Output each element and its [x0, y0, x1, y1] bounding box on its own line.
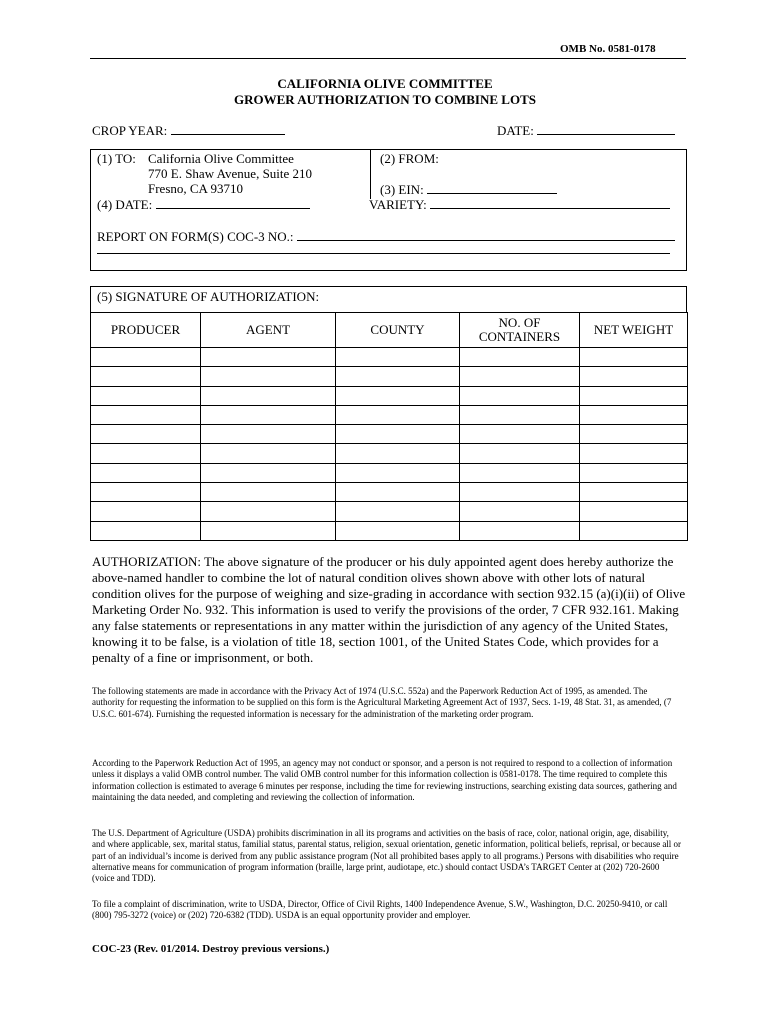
- to-label: (1) TO:: [97, 151, 136, 166]
- form-title-line2: GROWER AUTHORIZATION TO COMBINE LOTS: [234, 92, 536, 107]
- variety-label: VARIETY:: [369, 197, 427, 212]
- paperwork-notice: According to the Paperwork Reduction Act of 1995, an agency may not conduct or sponsor, and a person is not required to respond to a collection of information unless it displays a valid OMB control number. The valid OMB control number for this information collection is 0581-0178. The time required to complete this information collection is estimated to average 6 minutes per response, including the time for reviewing instructions, searching existing data sources, gathering and maintaining the data needed, and completing and reviewing the collection of information.: [92, 758, 677, 802]
- cell-containers[interactable]: [460, 405, 580, 424]
- table-header-row: [91, 313, 688, 348]
- cell-county[interactable]: [336, 405, 460, 424]
- date-label: DATE:: [497, 123, 534, 138]
- cell-producer[interactable]: [91, 521, 201, 540]
- cell-county[interactable]: [336, 502, 460, 521]
- crop-year-label: CROP YEAR:: [92, 123, 168, 138]
- cell-net-weight[interactable]: [580, 502, 688, 521]
- cell-net-weight[interactable]: [580, 386, 688, 405]
- crop-year-field: [92, 122, 285, 139]
- cell-producer[interactable]: [91, 348, 201, 367]
- table-row: [91, 405, 688, 424]
- cell-agent[interactable]: [201, 463, 336, 482]
- to-line1: California Olive Committee: [148, 151, 294, 166]
- report-field: [97, 228, 675, 245]
- date4-label: (4) DATE:: [97, 197, 153, 212]
- signature-table: [90, 312, 688, 541]
- date-field: [497, 122, 675, 139]
- cell-containers[interactable]: [460, 348, 580, 367]
- cell-containers[interactable]: [460, 483, 580, 502]
- form-footer: COC-23 (Rev. 01/2014. Destroy previous versions.): [92, 943, 330, 955]
- col-agent: AGENT: [201, 313, 336, 348]
- cell-county[interactable]: [336, 348, 460, 367]
- to-line3: Fresno, CA 93710: [148, 181, 243, 196]
- cell-producer[interactable]: [91, 386, 201, 405]
- authorization-text: AUTHORIZATION: The above signature of the producer or his duly appointed agent does hereby authorize the above-named handler to combine the lot of natural condition olives shown above with other lots of natural condition olives for the purpose of weighing and size-grading in accordance with section 932.15 (a)(i)(ii) of Olive Marketing Order No. 932. This information is used to verify the provisions of the order, 7 CFR 932.161. Making any false statements or representations in any matter within the jurisdiction of any agency of the United States, knowing it to be false, is a violation of title 18, section 1001, of the United States Code, which provides for a penalty of a fine or imprisonment, or both.: [92, 554, 686, 665]
- omb-number: OMB No. 0581-0178: [560, 43, 656, 55]
- cell-containers[interactable]: [460, 463, 580, 482]
- date4-input[interactable]: [156, 196, 310, 209]
- table-row: [91, 483, 688, 502]
- cell-containers[interactable]: [460, 444, 580, 463]
- table-row: [91, 425, 688, 444]
- col-containers: CONTAINERS: [478, 329, 561, 344]
- cell-containers[interactable]: [460, 521, 580, 540]
- cell-county[interactable]: [336, 367, 460, 386]
- cell-county[interactable]: [336, 386, 460, 405]
- cell-agent[interactable]: [201, 444, 336, 463]
- col-net-weight: NET WEIGHT: [580, 313, 688, 348]
- table-row: [91, 348, 688, 367]
- report-input[interactable]: [297, 228, 675, 241]
- address-divider: [370, 149, 371, 199]
- cell-county[interactable]: [336, 483, 460, 502]
- privacy-notice: The following statements are made in accordance with the Privacy Act of 1974 (U.S.C. 552a) and the Paperwork Reduction Act of 1995, as amended. The authority for requesting the information to be supplied on this form is the Agricultural Marketing Agreement Act of 1937, Secs. 1-19, 48 Stat. 31, as amended, (7 U.S.C. 601-674). Furnishing the requested information is necessary for the administration of the marketing order program.: [92, 686, 672, 719]
- header-rule: [90, 58, 686, 59]
- variety-field: [369, 196, 670, 213]
- cell-net-weight[interactable]: [580, 463, 688, 482]
- complaint-notice: To file a complaint of discrimination, write to USDA, Director, Office of Civil Rights, 1400 Independence Avenue, S.W., Washington, D.C. 20250-9410, or call (800) 795-3272 (voice) or (202) 720-6382 (TDD). USDA is an equal opportunity provider and employer.: [92, 899, 668, 921]
- cell-agent[interactable]: [201, 386, 336, 405]
- signature-label: (5) SIGNATURE OF AUTHORIZATION:: [97, 289, 320, 304]
- table-row: [91, 444, 688, 463]
- cell-net-weight[interactable]: [580, 425, 688, 444]
- cell-producer[interactable]: [91, 483, 201, 502]
- cell-producer[interactable]: [91, 405, 201, 424]
- table-row: [91, 521, 688, 540]
- col-producer: PRODUCER: [91, 313, 201, 348]
- ein-input[interactable]: [427, 181, 557, 194]
- cell-producer[interactable]: [91, 502, 201, 521]
- col-no-of-containers: [460, 313, 580, 348]
- cell-county[interactable]: [336, 521, 460, 540]
- cell-producer[interactable]: [91, 425, 201, 444]
- cell-containers[interactable]: [460, 502, 580, 521]
- cell-county[interactable]: [336, 463, 460, 482]
- cell-net-weight[interactable]: [580, 521, 688, 540]
- variety-input[interactable]: [430, 196, 670, 209]
- cell-agent[interactable]: [201, 425, 336, 444]
- cell-agent[interactable]: [201, 502, 336, 521]
- report-input-line2[interactable]: [97, 253, 670, 254]
- crop-year-input[interactable]: [171, 122, 285, 135]
- from-label: (2) FROM:: [380, 151, 439, 166]
- date4-field: [97, 196, 310, 213]
- table-row: [91, 463, 688, 482]
- cell-agent[interactable]: [201, 405, 336, 424]
- cell-net-weight[interactable]: [580, 405, 688, 424]
- cell-agent[interactable]: [201, 367, 336, 386]
- cell-net-weight[interactable]: [580, 483, 688, 502]
- col-county: COUNTY: [336, 313, 460, 348]
- ein-label: (3) EIN:: [380, 182, 424, 197]
- table-row: [91, 367, 688, 386]
- cell-county[interactable]: [336, 425, 460, 444]
- cell-producer[interactable]: [91, 367, 201, 386]
- cell-containers[interactable]: [460, 386, 580, 405]
- cell-net-weight[interactable]: [580, 444, 688, 463]
- cell-agent[interactable]: [201, 521, 336, 540]
- cell-agent[interactable]: [201, 348, 336, 367]
- table-row: [91, 386, 688, 405]
- cell-net-weight[interactable]: [580, 367, 688, 386]
- report-label: REPORT ON FORM(S) COC-3 NO.:: [97, 229, 294, 244]
- cell-agent[interactable]: [201, 483, 336, 502]
- cell-county[interactable]: [336, 444, 460, 463]
- to-line2: 770 E. Shaw Avenue, Suite 210: [148, 166, 313, 181]
- table-row: [91, 502, 688, 521]
- cell-containers[interactable]: [460, 425, 580, 444]
- cell-producer[interactable]: [91, 463, 201, 482]
- cell-net-weight[interactable]: [580, 348, 688, 367]
- col-no-of: NO. OF: [498, 315, 541, 330]
- cell-producer[interactable]: [91, 444, 201, 463]
- form-title-line1: CALIFORNIA OLIVE COMMITTEE: [277, 76, 493, 91]
- usda-notice: The U.S. Department of Agriculture (USDA) prohibits discrimination in all its programs and activities on the basis of race, color, national origin, age, disability, and where applicable, sex, marital status, familial status, parental status, religion, sexual orientation, genetic information, political beliefs, reprisal, or because all or part of an individual’s income is derived from any public assistance program (Not all prohibited bases apply to all programs.) Persons with disabilities who require alternative means for communication of program information (braille, large print, audiotape, etc.) should contact USDA’s TARGET Center at (202) 720-2600 (voice and TDD).: [92, 828, 682, 884]
- cell-containers[interactable]: [460, 367, 580, 386]
- date-input[interactable]: [537, 122, 675, 135]
